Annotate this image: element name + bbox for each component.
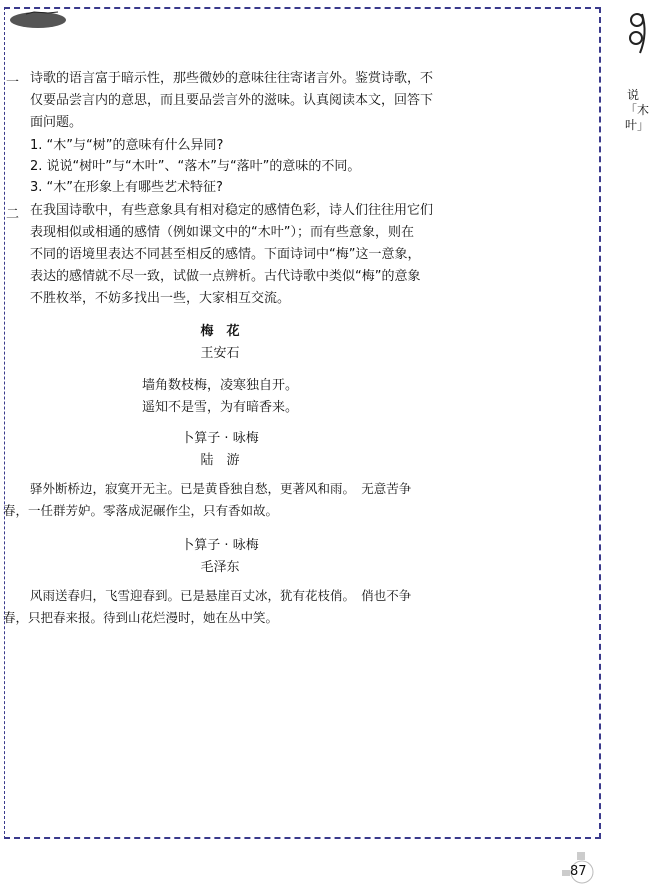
poem-line: 遥知不是雪，为有暗香来。 xyxy=(141,400,298,415)
text-line: 诗歌的语言富于暗示性，那些微妙的意味往往寄诸言外。鉴赏诗歌，不 xyxy=(30,71,434,86)
question: 1. “木”与“树”的意味有什么异同? xyxy=(30,138,224,153)
poem-line: 风雨送春归，飞雪迎春到。已是悬崖百丈冰，犹有花枝俏。 俏也不争 xyxy=(30,588,412,603)
poem-author: 陆 游 xyxy=(200,453,240,468)
question: 3. “木”在形象上有哪些艺术特征? xyxy=(30,180,223,195)
chapter-title: 说「木叶」 xyxy=(625,88,650,132)
text-line: 仅要品尝言内的意思，而且要品尝言外的滋味。认真阅读本文，回答下 xyxy=(30,93,434,108)
poem-title: 卜算子 · 咏梅 xyxy=(181,538,259,553)
text-line: 表现相似或相通的感情（例如课文中的“木叶”）；而有些意象，则在 xyxy=(30,225,414,240)
exercise-banner-icon xyxy=(8,8,68,30)
text-line: 不胜枚举，不妨多找出一些，大家相互交流。 xyxy=(30,291,291,306)
page-number: 87 xyxy=(570,864,587,879)
text-line: 表达的感情就不尽一致，试做一点辨析。古代诗歌中类似“梅”的意象 xyxy=(30,269,421,284)
ornament-icon xyxy=(628,8,650,56)
dashed-frame xyxy=(4,7,601,839)
poem-title: 卜算子 · 咏梅 xyxy=(181,431,259,446)
section-marker-1: 一 xyxy=(6,75,20,90)
section-marker-2: 二 xyxy=(6,207,20,222)
poem-title: 梅 花 xyxy=(200,324,240,339)
poem-line: 春，只把春来报。待到山花烂漫时，她在丛中笑。 xyxy=(3,610,279,625)
poem-author: 毛泽东 xyxy=(200,560,240,575)
text-line: 不同的语境里表达不同甚至相反的感情。下面诗词中“梅”这一意象， xyxy=(30,247,421,262)
question: 2. 说说“树叶”与“木叶”、“落木”与“落叶”的意味的不同。 xyxy=(30,159,361,174)
text-line: 面问题。 xyxy=(30,115,83,130)
poem-author: 王安石 xyxy=(200,346,240,361)
poem-line: 墙角数枝梅，凌寒独自开。 xyxy=(141,378,298,393)
text-line: 在我国诗歌中，有些意象具有相对稳定的感情色彩，诗人们往往用它们 xyxy=(30,203,434,218)
poem-line: 春，一任群芳妒。零落成泥碾作尘，只有香如故。 xyxy=(3,503,279,518)
poem-line: 驿外断桥边，寂寞开无主。已是黄昏独自愁，更著风和雨。 无意苦争 xyxy=(30,481,412,496)
